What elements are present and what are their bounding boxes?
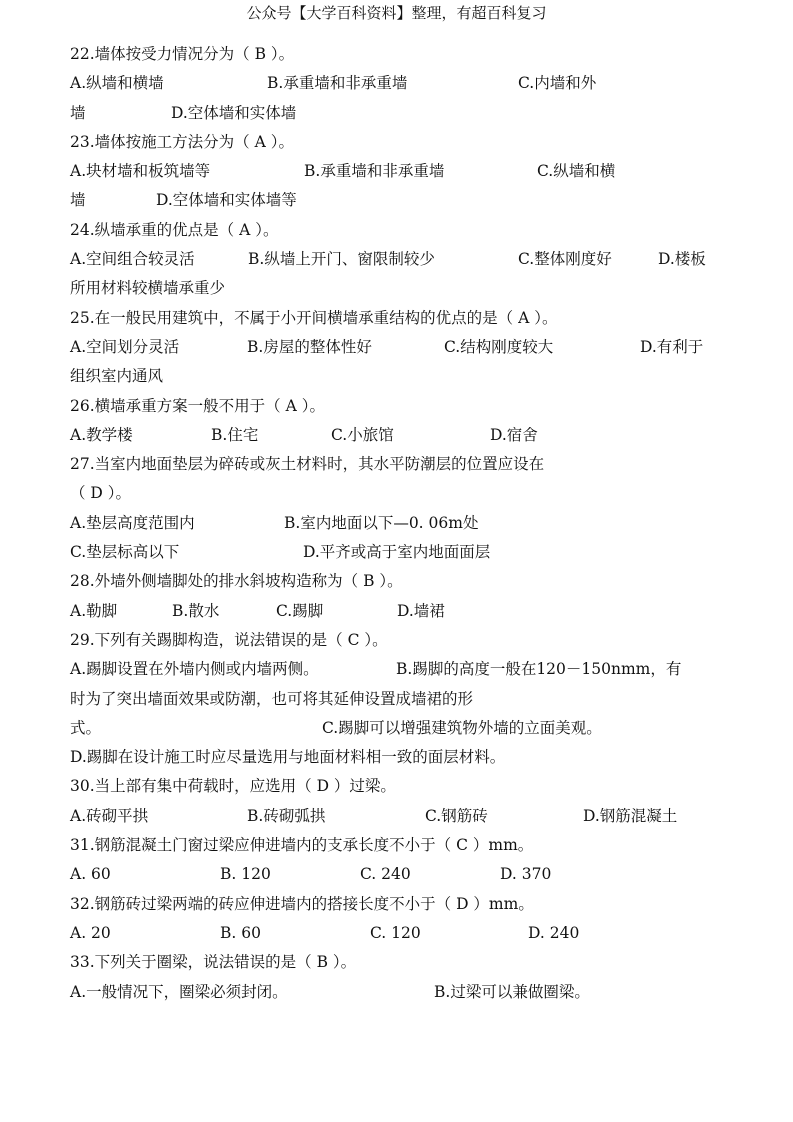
option-text: 墙: [70, 103, 86, 122]
option-text: D. 240: [528, 923, 580, 942]
options-line: [70, 655, 730, 684]
options-line: [70, 186, 730, 215]
question-stem: 26.横墙承重方案一般不用于（ A ）。: [70, 396, 325, 415]
question-line: [70, 890, 730, 919]
options-line: [70, 421, 730, 450]
option-text: C.结构刚度较大: [444, 337, 554, 356]
options-line: [70, 274, 730, 303]
question-stem: 32.钢筋砖过梁两端的砖应伸进墙内的搭接长度不小于（ D ）mm。: [70, 894, 534, 913]
question-line: [70, 392, 730, 421]
page-header: 公众号【大学百科资料】整理，有超百科复习: [246, 4, 547, 22]
option-text: D.平齐或高于室内地面面层: [303, 543, 491, 562]
option-text: B.承重墙和非承重墙: [304, 162, 445, 181]
question-stem: 28.外墙外侧墙脚处的排水斜坡构造称为（ B ）。: [70, 572, 403, 591]
option-text: C. 240: [360, 865, 411, 884]
options-line: [70, 157, 730, 186]
options-line: [70, 69, 730, 98]
option-text: A.一般情况下，圈梁必须封闭。: [70, 982, 288, 1001]
question-line: [70, 479, 730, 508]
question-stem: 25.在一般民用建筑中，不属于小开间横墙承重结构的优点的是（ A ）。: [70, 308, 558, 327]
option-text: A.踢脚设置在外墙内侧或内墙两侧。: [70, 660, 319, 679]
option-text: D.空体墙和实体墙等: [156, 191, 297, 210]
options-line: [70, 597, 730, 626]
option-text: A.垫层高度范围内: [70, 513, 195, 532]
option-text: A.教学楼: [70, 425, 133, 444]
question-stem: 29.下列有关踢脚构造，说法错误的是（ C ）。: [70, 630, 388, 649]
question-stem: 24.纵墙承重的优点是（ A ）。: [70, 220, 279, 239]
option-text: C.内墙和外: [518, 74, 597, 93]
option-text: C.钢筋砖: [425, 806, 488, 825]
question-line: [70, 216, 730, 245]
option-text: 时为了突出墙面效果或防潮，也可将其延伸设置成墙裙的形: [70, 689, 474, 708]
option-text: D. 370: [500, 865, 552, 884]
option-text: C.纵墙和横: [537, 162, 616, 181]
option-text: D.空体墙和实体墙: [171, 103, 297, 122]
options-line: [70, 685, 730, 714]
option-text: B.承重墙和非承重墙: [267, 74, 408, 93]
question-line: [70, 948, 730, 977]
options-line: [70, 743, 730, 772]
options-line: [70, 860, 730, 889]
question-line: [70, 772, 730, 801]
option-text: 墙: [70, 191, 86, 210]
options-line: [70, 714, 730, 743]
option-text: B.纵墙上开门、窗限制较少: [248, 250, 435, 269]
options-line: [70, 538, 730, 567]
question-stem: 31.钢筋混凝土门窗过梁应伸进墙内的支承长度不小于（ C ）mm。: [70, 836, 534, 855]
question-line: [70, 831, 730, 860]
option-text: B.过梁可以兼做圈梁。: [434, 982, 590, 1001]
option-text: B.踢脚的高度一般在120－150nmm，有: [396, 660, 682, 679]
option-text: B.砖砌弧拱: [247, 806, 326, 825]
option-text: D.楼板: [658, 250, 706, 269]
option-text: A.空间组合较灵活: [70, 250, 195, 269]
option-text: B.散水: [172, 601, 220, 620]
option-text: A.砖砌平拱: [70, 806, 149, 825]
question-stem: 33.下列关于圈梁，说法错误的是（ B ）。: [70, 953, 357, 972]
question-stem: 30.当上部有集中荷载时，应选用（ D ）过梁。: [70, 777, 396, 796]
question-stem: 27.当室内地面垫层为碎砖或灰土材料时，其水平防潮层的位置应设在: [70, 455, 545, 474]
options-line: [70, 99, 730, 128]
option-text: C.整体刚度好: [518, 250, 612, 269]
option-text: A.块材墙和板筑墙等: [70, 162, 211, 181]
options-line: [70, 333, 730, 362]
option-text: D.墙裙: [397, 601, 445, 620]
option-text: A.空间划分灵活: [70, 337, 180, 356]
question-line: [70, 626, 730, 655]
option-text: C.小旅馆: [331, 425, 394, 444]
question-line: [70, 567, 730, 596]
question-line: [70, 450, 730, 479]
options-line: [70, 978, 730, 1007]
option-text: 式。: [70, 718, 102, 737]
option-text: A. 20: [70, 923, 111, 942]
option-text: A. 60: [70, 865, 111, 884]
option-text: C.踢脚可以增强建筑物外墙的立面美观。: [322, 718, 602, 737]
option-text: D.钢筋混凝土: [583, 806, 678, 825]
question-line: [70, 128, 730, 157]
question-stem: 23.墙体按施工方法分为（ A ）。: [70, 132, 294, 151]
option-text: 所用材料较横墙承重少: [70, 279, 226, 298]
question-list: [70, 40, 730, 1007]
option-text: D.有利于: [640, 337, 704, 356]
question-stem: （ D ）。: [70, 484, 132, 503]
option-text: B.住宅: [211, 425, 259, 444]
option-text: D.踢脚在设计施工时应尽量选用与地面材料相一致的面层材料。: [70, 748, 506, 767]
option-text: D.宿舍: [490, 425, 538, 444]
option-text: A.纵墙和横墙: [70, 74, 164, 93]
question-line: [70, 304, 730, 333]
option-text: B. 120: [220, 865, 271, 884]
option-text: C.垫层标高以下: [70, 543, 180, 562]
options-line: [70, 362, 730, 391]
option-text: B. 60: [220, 923, 261, 942]
question-stem: 22.墙体按受力情况分为（ B ）。: [70, 45, 295, 63]
options-line: [70, 919, 730, 948]
option-text: A.勒脚: [70, 601, 118, 620]
option-text: C. 120: [370, 923, 421, 942]
options-line: [70, 245, 730, 274]
option-text: 组织室内通风: [70, 367, 164, 386]
option-text: C.踢脚: [276, 601, 324, 620]
option-text: B.室内地面以下—0. 06m处: [284, 513, 479, 532]
options-line: [70, 802, 730, 831]
question-line: [70, 40, 730, 69]
options-line: [70, 509, 730, 538]
option-text: B.房屋的整体性好: [247, 337, 372, 356]
